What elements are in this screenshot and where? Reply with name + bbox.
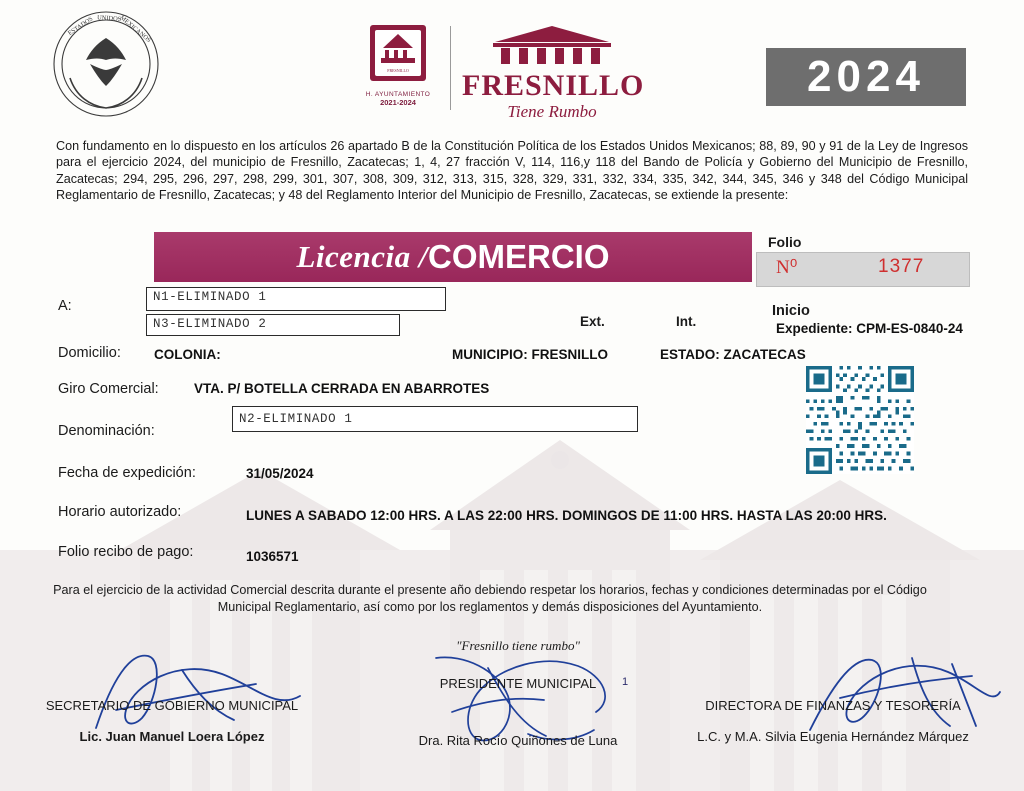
label-horario: Horario autorizado: xyxy=(58,504,182,520)
license-title-type: COMERCIO xyxy=(428,238,610,275)
header-divider xyxy=(450,26,451,110)
redacted-denominacion-field: N2-ELIMINADO 1 xyxy=(232,406,638,432)
qr-code xyxy=(806,366,914,474)
legal-basis-paragraph xyxy=(56,138,968,204)
label-fecha: Fecha de expedición: xyxy=(58,465,196,481)
seal-caption-line1: H. AYUNTAMIENTO xyxy=(365,91,431,98)
expediente-label: Expediente: xyxy=(776,321,853,336)
estado-value: ZACATECAS xyxy=(723,347,806,362)
signature-block-treasurer xyxy=(668,698,998,744)
label-int: Int. xyxy=(676,314,697,329)
secretary-name: Lic. Juan Manuel Loera López xyxy=(79,729,265,744)
closing-paragraph xyxy=(50,582,930,616)
year-badge: 2024 xyxy=(766,48,966,106)
stray-handwritten-mark: 1 xyxy=(622,676,629,688)
label-denominacion: Denominación: xyxy=(58,423,155,439)
label-domicilio: Domicilio: xyxy=(58,345,121,361)
value-colonia: COLONIA: xyxy=(154,347,221,362)
expediente-value: CPM-ES-0840-24 xyxy=(856,321,963,336)
national-emblem-icon xyxy=(46,8,166,120)
license-title-bar xyxy=(154,232,752,282)
folio-number-value: 1377 xyxy=(878,256,925,277)
municipal-shield-icon xyxy=(367,22,429,84)
document-header xyxy=(0,0,1024,125)
brand-name: FRESNILLO xyxy=(462,69,645,102)
brand-tagline: Tiene Rumbo xyxy=(507,102,597,121)
redacted-name-field: N1-ELIMINADO 1 xyxy=(146,287,446,311)
label-folio-recibo: Folio recibo de pago: xyxy=(58,544,194,560)
treasurer-role: DIRECTORA DE FINANZAS Y TESORERÍA xyxy=(705,698,961,713)
treasurer-name: L.C. y M.A. Silvia Eugenia Hernández Márquez xyxy=(697,729,969,744)
label-ext: Ext. xyxy=(580,314,605,329)
temple-icon xyxy=(487,24,617,64)
expediente-row xyxy=(776,321,963,336)
value-fecha: 31/05/2024 xyxy=(246,466,314,481)
value-giro: VTA. P/ BOTELLA CERRADA EN ABARROTES xyxy=(194,381,490,396)
value-estado xyxy=(660,347,806,362)
secretary-role: SECRETARIO DE GOBIERNO MUNICIPAL xyxy=(45,698,299,713)
svg-text:UNIDOS: UNIDOS xyxy=(96,14,122,23)
signature-block-secretary xyxy=(12,698,332,744)
value-folio-recibo: 1036571 xyxy=(246,549,299,564)
municipio-label: MUNICIPIO: xyxy=(452,347,528,362)
svg-text:ESTADOS: ESTADOS xyxy=(66,15,95,38)
closing-text: Para el ejercicio de la actividad Comercial descrita durante el presente año debiendo respetar los horarios, fechas y condiciones determinadas por el Código Municipal Reglamentario, así como por los reglamentos y demás disposiciones del Ayuntamiento. xyxy=(53,583,927,614)
redacted-address-field: N3-ELIMINADO 2 xyxy=(146,314,400,336)
value-municipio xyxy=(452,347,608,362)
estado-label: ESTADO: xyxy=(660,347,720,362)
brand-logo xyxy=(462,24,645,122)
seal-caption-line2: 2021-2024 xyxy=(380,98,416,107)
label-inicio: Inicio xyxy=(772,303,810,319)
svg-text:FRESNILLO: FRESNILLO xyxy=(387,68,409,73)
signature-quote: "Fresnillo tiene rumbo" xyxy=(456,638,580,653)
label-a: A: xyxy=(58,298,72,314)
mayor-role: PRESIDENTE MUNICIPAL xyxy=(439,676,597,691)
legal-basis-text: Con fundamento en lo dispuesto en los artículos 26 apartado B de la Constitución Política de los Estados Unidos Mexicanos; 88, 89, 90 y 91 de la Ley de Ingresos para el ejercicio 2024, del municipio de Fresnillo, Zacatecas; 1, 4, 27 fracción V, 114, 116,y 118 del Bando de Policía y Gobierno del Municipio de Fresnillo, Zacatecas; 294, 295, 296, 297, 298, 299, 301, 307, 308, 309, 312, 313, 315, 328, 329, 331, 332, 334, 335, 342, 344, 345, 346 y 348 del Código Municipal Reglamentario de Fresnillo, Zacatecas; y 48 del Reglamento Interior del Municipio de Fresnillo, Zacatecas, se extiende la presente: xyxy=(56,139,968,203)
municipio-value: FRESNILLO xyxy=(531,347,609,362)
municipal-seal xyxy=(355,22,441,114)
license-title-prefix: Licencia / xyxy=(296,239,429,274)
folio-label: Folio xyxy=(768,234,802,250)
folio-number-symbol: N⁰ xyxy=(776,257,798,278)
svg-text:MEXICANOS: MEXICANOS xyxy=(118,14,153,45)
label-giro: Giro Comercial: xyxy=(58,381,159,397)
mayor-name: Dra. Rita Rocío Quiñones de Luna xyxy=(418,733,618,748)
value-horario: LUNES A SABADO 12:00 HRS. A LAS 22:00 HRS. DOMINGOS DE 11:00 HRS. HASTA LAS 20:00 HRS. xyxy=(246,508,887,523)
signature-block-mayor xyxy=(398,676,638,748)
